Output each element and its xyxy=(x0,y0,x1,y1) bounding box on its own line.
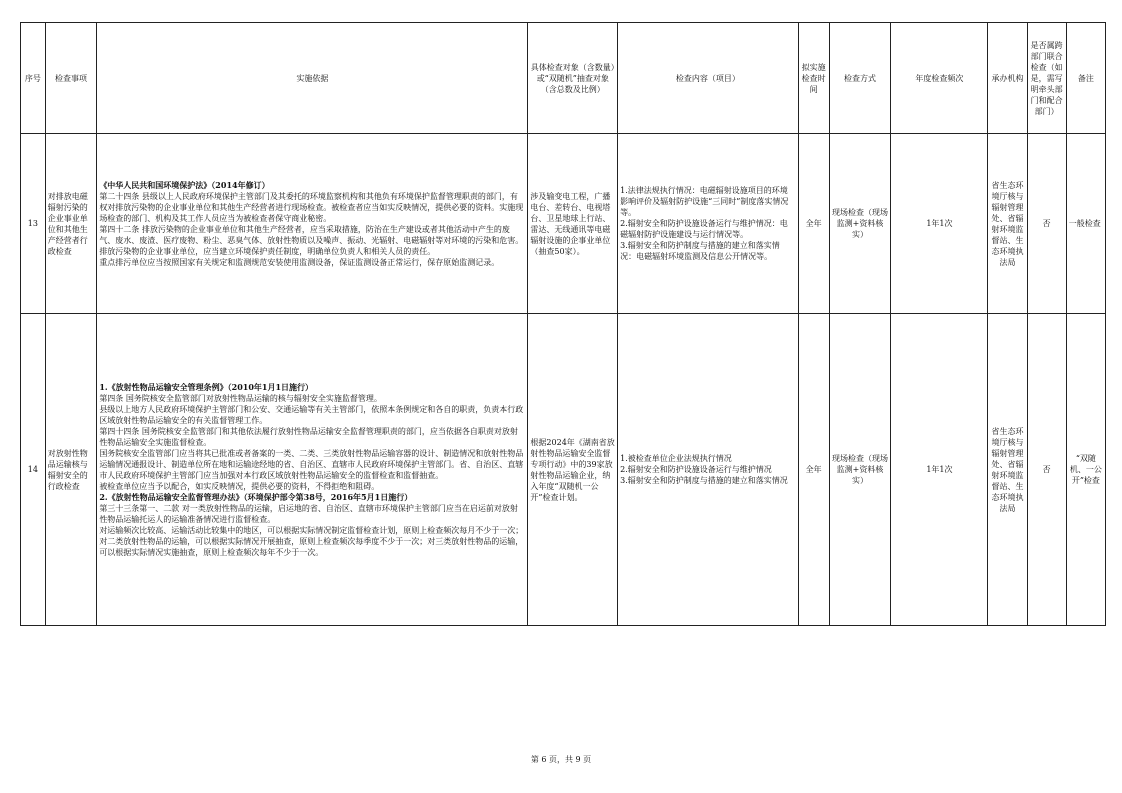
header-content: 检查内容（项目） xyxy=(618,23,798,134)
row-org: 省生态环境厅核与辐射管理处、省辐射环境监督站、生态环境执法局 xyxy=(988,314,1027,626)
row-item: 对排放电磁辐射污染的企业事业单位和其他生产经营者行政检查 xyxy=(45,134,97,314)
header-freq: 年度检查频次 xyxy=(891,23,988,134)
basis-line: 第二十四条 县级以上人民政府环境保护主管部门及其委托的环境监察机构和其他负有环境保护监督管理职责的部门，有权对排放污染物的企业事业单位和其他生产经营者进行现场检查。被检查者应当如实反映情况，提供必要的资料。实施现场检查的部门、机构及其工作人员应当为被检查者保守商业秘密。 xyxy=(99,191,524,223)
basis-line: 第四十二条 排放污染物的企业事业单位和其他生产经营者，应当采取措施，防治在生产建设或者其他活动中产生的废气、废水、废渣、医疗废物、粉尘、恶臭气体、放射性物质以及噪声、振动、光辐射、电磁辐射等对环境的污染和危害。 xyxy=(99,224,524,245)
row-item: 对放射性物品运输核与辐射安全的行政检查 xyxy=(45,314,97,626)
row-time: 全年 xyxy=(798,314,829,626)
content-line: 3.辐射安全和防护制度与措施的建立和落实情况 xyxy=(620,476,788,485)
row-content xyxy=(618,134,798,314)
basis-line: 第四十四条 国务院核安全监管部门和其他依法履行放射性物品运输安全监督管理职责的部门，应当依据各自职责对放射性物品运输安全实施监督检查。 xyxy=(99,426,518,447)
basis-line: 第三十三条第一、二款 对一类放射性物品的运输，启运地的省、自治区、直辖市环境保护主管部门应当在启运前对放射性物品运输托运人的运输准备情况进行监督检查。 xyxy=(99,503,518,524)
page-number: 第 6 页，共 9 页 xyxy=(530,755,592,764)
content-line: 2.辐射安全和防护设施设备运行与维护情况：电磁辐射防护设施建设与运行情况等。 xyxy=(620,219,788,239)
basis-line: 《中华人民共和国环境保护法》（2014年修订） xyxy=(99,179,270,190)
row-note: “双随机、一公开”检查 xyxy=(1066,314,1105,626)
header-basis: 实施依据 xyxy=(97,23,528,134)
row-freq: 1年1次 xyxy=(891,314,988,626)
table-row xyxy=(21,314,1106,626)
header-org: 承办机构 xyxy=(988,23,1027,134)
basis-line: 第四条 国务院核安全监管部门对放射性物品运输的核与辐射安全实施监督管理。 xyxy=(99,393,382,403)
row-seq: 14 xyxy=(21,314,46,626)
row-joint: 否 xyxy=(1027,314,1066,626)
row-joint: 否 xyxy=(1027,134,1066,314)
header-note: 备注 xyxy=(1066,23,1105,134)
header-method: 检查方式 xyxy=(829,23,891,134)
row-content xyxy=(618,314,798,626)
content-line: 3.辐射安全和防护制度与措施的建立和落实情况：电磁辐射环境监测及信息公开情况等。 xyxy=(620,241,780,261)
row-object: 涉及输变电工程，广播电台、差转台、电视塔台、卫星地球上行站、雷达、无线通讯等电磁辐射设施的企事业单位（抽查50家）。 xyxy=(528,134,618,314)
header-row xyxy=(21,23,1106,134)
row-time: 全年 xyxy=(798,134,829,314)
row-freq: 1年1次 xyxy=(891,134,988,314)
table-row xyxy=(21,134,1106,314)
row-basis xyxy=(97,134,528,314)
basis-line: 重点排污单位应当按照国家有关规定和监测规范安装使用监测设备，保证监测设备正常运行，保存原始监测记录。 xyxy=(99,257,500,267)
content-line: 1.法律法规执行情况：电磁辐射设施项目的环境影响评价及辐射防护设施“三同时”制度落实情况等。 xyxy=(620,186,789,217)
content-line: 1.被检查单位企业法规执行情况 xyxy=(620,454,732,463)
row-basis xyxy=(97,314,528,626)
basis-line: 县级以上地方人民政府环境保护主管部门和公安、交通运输等有关主管部门，依照本条例规定和各自的职责，负责本行政区域放射性物品运输安全的有关监督管理工作。 xyxy=(99,404,524,425)
row-note: 一般检查 xyxy=(1066,134,1105,314)
row-org: 省生态环境厅核与辐射管理处、省辐射环境监督站、生态环境执法局 xyxy=(988,134,1027,314)
basis-line: 1.《放射性物品运输安全管理条例》（2010年1月1日施行） xyxy=(99,381,314,392)
basis-line: 被检查单位应当予以配合，如实反映情况，提供必要的资料，不得拒绝和阻碍。 xyxy=(99,481,380,491)
row-seq: 13 xyxy=(21,134,46,314)
header-seq: 序号 xyxy=(21,23,46,134)
row-method: 现场检查（现场监测+资料核实） xyxy=(829,134,891,314)
inspection-table xyxy=(20,22,1106,626)
row-method: 现场检查（现场监测+资料核实） xyxy=(829,314,891,626)
basis-line: 排放污染物的企业事业单位，应当建立环境保护责任制度，明确单位负责人和相关人员的责任。 xyxy=(99,246,436,256)
content-line: 2.辐射安全和防护设施设备运行与维护情况 xyxy=(620,465,772,474)
header-object: 具体检查对象（含数量）或“双随机”抽查对象（含总数及比例） xyxy=(528,23,618,134)
header-joint: 是否属跨部门联合检查（如是，需写明牵头部门和配合部门） xyxy=(1027,23,1066,134)
basis-line: 对运输频次比较高、运输活动比较集中的地区，可以根据实际情况制定监督检查计划，原则上检查频次每月不少于一次；对二类放射性物品的运输，可以根据实际情况开展抽查，原则上检查频次每季度不少于一次；对三类放射性物品的运输，可以根据实际情况实施抽查，原则上检查频次每年不少于一次。 xyxy=(99,525,524,557)
header-time: 拟实施检查时间 xyxy=(798,23,829,134)
basis-line: 国务院核安全监管部门应当将其已批准或者备案的一类、二类、三类放射性物品运输容器的设计、制造情况和放射性物品运输情况通报设计、制造单位所在地和运输途经地的省、自治区、直辖市人民政府环境保护主管部门。省、自治区、直辖市人民政府环境保护主管部门应当加强对本行政区域放射性物品运输安全的监督检查和监督抽查。 xyxy=(99,448,524,480)
basis-line: 2.《放射性物品运输安全监督管理办法》（环境保护部令第38号，2016年5月1日施行） xyxy=(99,491,413,502)
row-object: 根据2024年《湖南省放射性物品运输安全监督专项行动》中的39家放射性物品运输企业，纳入年度“双随机一公开”检查计划。 xyxy=(528,314,618,626)
header-item: 检查事项 xyxy=(45,23,97,134)
